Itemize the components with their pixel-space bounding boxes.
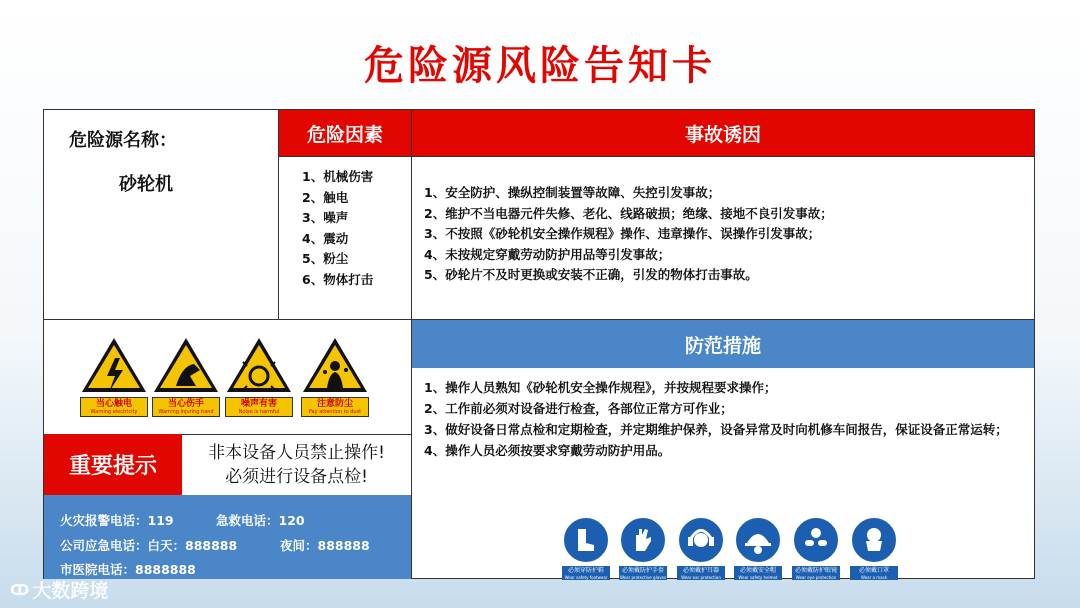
ppe-sign-label bbox=[677, 566, 725, 580]
warning-sign-cn: 注意防尘 bbox=[316, 399, 353, 409]
precaution-item: 3、做好设备日常点检和定期检查，并定期维护保养，设备异常及时向机修车间报告，保证设备正常运转； bbox=[424, 422, 1008, 437]
page-title: 危险源风险告知卡 bbox=[364, 43, 716, 89]
precaution-item: 4、操作人员必须按要求穿戴劳动防护用品。 bbox=[424, 443, 671, 458]
ppe-sign-cn: 必须穿防护鞋 bbox=[567, 566, 604, 574]
risk-factor-item: 3、噪声 bbox=[302, 210, 349, 225]
ppe-sign-en: Wear protective gloves bbox=[619, 574, 667, 580]
hospital-phone: 市医院电话：8888888 bbox=[60, 562, 196, 577]
risk-factor-item: 2、触电 bbox=[302, 189, 349, 205]
ppe-sign-en: Wear safety helmet bbox=[738, 574, 778, 580]
mask-icon bbox=[852, 518, 896, 562]
safety-boots-icon bbox=[564, 518, 608, 562]
warning-sign bbox=[80, 336, 148, 417]
ppe-sign-label bbox=[734, 566, 782, 580]
warning-sign bbox=[301, 336, 369, 417]
warning-sign-en: Warning electricity bbox=[90, 409, 138, 415]
risk-factor-item: 1、机械伤害 bbox=[302, 169, 374, 184]
ppe-sign-cn: 必须戴护耳器 bbox=[682, 566, 719, 574]
precaution-item: 1、操作人员熟知《砂轮机安全操作规程》，并按规程要求操作； bbox=[424, 380, 777, 395]
ppe-sign-cn: 必须戴防护手套 bbox=[621, 566, 664, 574]
risk-factor-item: 4、震动 bbox=[302, 230, 349, 246]
hand-injury-warning-icon bbox=[152, 336, 220, 394]
warning-sign bbox=[225, 336, 293, 417]
accident-cause-item: 5、砂轮片不及时更换或安装不正确，引发的物体打击事故。 bbox=[424, 267, 758, 282]
ppe-sign-en: Wear eye protection bbox=[795, 574, 837, 580]
important-notice-label bbox=[44, 434, 182, 495]
ppe-sign-label bbox=[562, 566, 610, 580]
accident-causes-heading: 事故诱因 bbox=[412, 110, 1034, 156]
ppe-sign-cn: 必须戴口罩 bbox=[858, 566, 889, 574]
risk-factors-heading: 危险因素 bbox=[279, 110, 411, 156]
risk-card bbox=[43, 109, 1035, 579]
ppe-sign bbox=[792, 518, 840, 580]
dust-warning-icon bbox=[301, 336, 369, 394]
important-notice-text: 重要提示 bbox=[68, 454, 157, 479]
ppe-sign-label bbox=[619, 566, 667, 580]
ppe-sign bbox=[619, 518, 667, 580]
emergency-contacts bbox=[44, 495, 411, 579]
ear-protection-icon bbox=[679, 518, 723, 562]
ppe-sign-cn: 必须戴防护眼镜 bbox=[794, 566, 837, 574]
warning-sign-cn: 当心伤手 bbox=[167, 399, 204, 409]
ppe-signs-panel bbox=[412, 500, 1034, 579]
warning-sign-cn: 当心触电 bbox=[95, 399, 132, 409]
safety-helmet-icon bbox=[736, 518, 780, 562]
accident-causes-list bbox=[424, 183, 833, 286]
warning-sign-en: Warning injuring hand bbox=[158, 409, 214, 415]
ppe-sign bbox=[562, 518, 610, 580]
risk-factor-item: 6、物体打击 bbox=[302, 271, 374, 287]
protective-gloves-icon bbox=[621, 518, 665, 562]
warning-sign bbox=[152, 336, 220, 417]
ppe-sign bbox=[677, 518, 725, 580]
notice-line-1: 非本设备人员禁止操作! bbox=[208, 443, 385, 463]
watermark-text: 大数跨境 bbox=[32, 580, 109, 602]
accident-cause-item: 4、未按规定穿戴劳动防护用品等引发事故； bbox=[424, 246, 671, 262]
accident-cause-item: 2、维护不当电器元件失修、老化、线路破损；绝缘、接地不良引发事故； bbox=[424, 205, 833, 221]
warning-sign-cn: 噪声有害 bbox=[240, 399, 277, 409]
accident-cause-item: 1、安全防护、操纵控制装置等故障、失控引发事故； bbox=[424, 185, 721, 200]
risk-factors-list bbox=[302, 167, 373, 290]
precaution-item: 2、工作前必须对设备进行检查，各部位正常方可作业； bbox=[424, 401, 733, 416]
notice-line-2: 必须进行设备点检! bbox=[225, 467, 368, 487]
watermark-logo-icon: ↀ bbox=[10, 580, 30, 599]
ppe-sign-en: Wear ear protection bbox=[681, 574, 721, 580]
ambulance-phone: 急救电话：120 bbox=[216, 513, 305, 528]
important-notice-message bbox=[182, 434, 411, 495]
hazard-name-label: 危险源名称： bbox=[69, 130, 177, 151]
noise-warning-icon bbox=[225, 336, 293, 394]
accident-cause-item: 3、不按照《砂轮机安全操作规程》操作、违章操作、误操作引发事故； bbox=[424, 226, 821, 241]
divider bbox=[279, 156, 1034, 157]
warning-sign-label bbox=[80, 397, 148, 417]
precautions-heading: 防范措施 bbox=[412, 320, 1034, 368]
warning-sign-label bbox=[152, 397, 220, 417]
ppe-sign-cn: 必须戴安全帽 bbox=[739, 566, 776, 574]
company-night-phone: 夜间：888888 bbox=[280, 538, 370, 553]
ppe-sign-label bbox=[850, 566, 898, 580]
warning-sign-en: Noise is harmful bbox=[238, 409, 280, 415]
warning-sign-en: Pay attention to dust bbox=[308, 409, 362, 415]
fire-phone: 火灾报警电话：119 bbox=[60, 513, 174, 528]
warning-signs-panel bbox=[44, 320, 411, 434]
watermark bbox=[10, 576, 108, 603]
warning-sign-label bbox=[301, 397, 369, 417]
risk-factor-item: 5、粉尘 bbox=[302, 251, 349, 266]
ppe-sign bbox=[850, 518, 898, 580]
ppe-sign-en: Wear safety footwear bbox=[564, 574, 608, 580]
ppe-sign-en: Wear a mask bbox=[860, 574, 888, 580]
company-day-phone: 公司应急电话：白天：888888 bbox=[60, 538, 238, 553]
precautions-list bbox=[424, 377, 1024, 461]
hazard-name-value: 砂轮机 bbox=[119, 174, 173, 195]
ppe-sign-label bbox=[792, 566, 840, 580]
warning-sign-label bbox=[225, 397, 293, 417]
ppe-sign bbox=[734, 518, 782, 580]
hazard-name-cell bbox=[44, 110, 278, 319]
electric-shock-warning-icon bbox=[80, 336, 148, 394]
eye-protection-icon bbox=[794, 518, 838, 562]
